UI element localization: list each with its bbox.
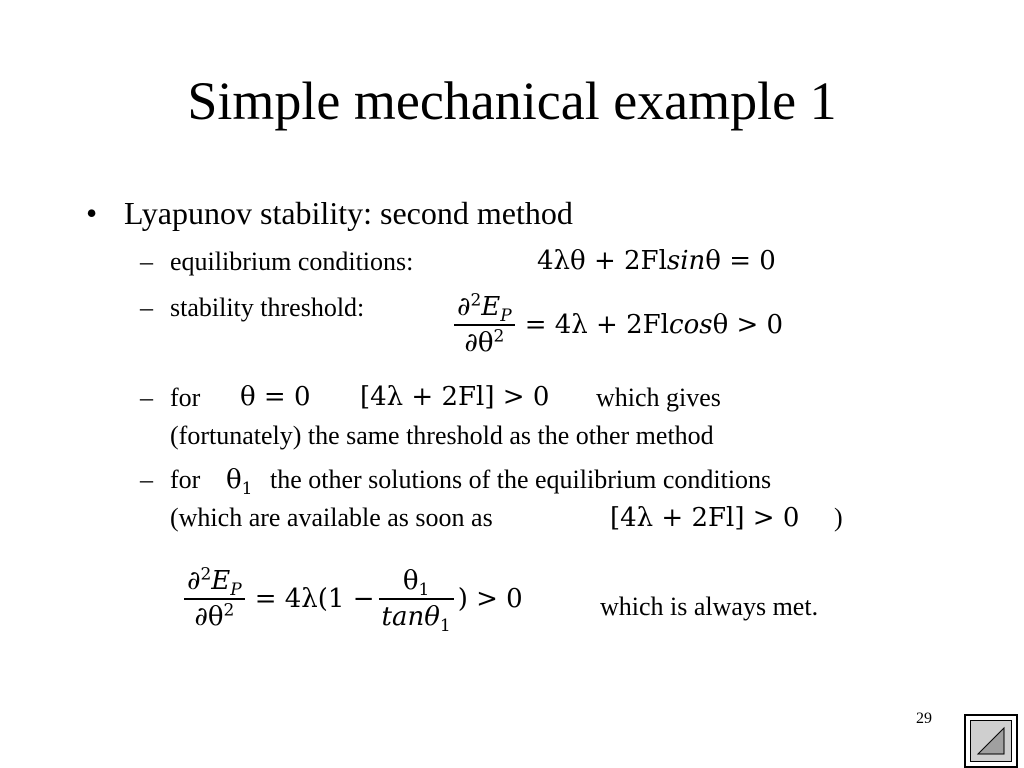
final-inner-denominator: tanθ$_1$ bbox=[381, 602, 451, 637]
sub-marker: – bbox=[140, 383, 153, 412]
same-threshold-text: (fortunately) the same threshold as the other method bbox=[170, 421, 714, 450]
stability-denominator: $\partial\theta^2$ bbox=[464, 326, 505, 358]
equilibrium-eq-rhs: = 0 bbox=[720, 246, 776, 276]
final-fraction bbox=[184, 564, 245, 634]
bullet-marker: • bbox=[86, 195, 98, 231]
left-triangle-icon bbox=[974, 724, 1008, 758]
equilibrium-eq-var: θ bbox=[705, 246, 721, 276]
slide-title: Simple mechanical example 1 bbox=[187, 71, 837, 131]
stability-equation bbox=[450, 290, 783, 360]
available-when-text: (which are available as soon as bbox=[170, 503, 493, 532]
available-condition: [4λ + 2Fl] > 0 bbox=[610, 503, 800, 533]
final-inner-numerator: $\theta_1$ bbox=[402, 566, 430, 601]
which-gives-text: which gives bbox=[596, 383, 721, 412]
final-denominator: $\partial\theta^2$ bbox=[194, 600, 235, 632]
for-label: for bbox=[170, 465, 201, 494]
stability-label: stability threshold: bbox=[170, 293, 365, 322]
stability-numerator: $\partial^2E_P$ bbox=[457, 290, 512, 327]
closing-paren: ) bbox=[834, 503, 843, 532]
final-numerator: $\partial^2E_P$ bbox=[187, 564, 242, 601]
always-met-text: which is always met. bbox=[600, 592, 819, 621]
equilibrium-label: equilibrium conditions: bbox=[170, 247, 414, 276]
equilibrium-eq-lhs: 4λθ + 2Fl bbox=[537, 246, 667, 276]
theta1-symbol: $\theta_1$ bbox=[226, 465, 253, 500]
sub-marker: – bbox=[140, 247, 153, 276]
previous-slide-button-inner bbox=[970, 720, 1012, 762]
equilibrium-equation bbox=[537, 244, 776, 278]
final-mid: = 4λ(1 − bbox=[254, 584, 375, 614]
final-equation bbox=[180, 564, 523, 637]
sub-marker: – bbox=[140, 293, 153, 322]
equilibrium-eq-fn: sin bbox=[666, 246, 706, 276]
final-tail: ) > 0 bbox=[457, 584, 523, 614]
theta-zero-expression: θ = 0 bbox=[240, 382, 311, 412]
stability-fraction bbox=[454, 290, 515, 360]
threshold-condition: [4λ + 2Fl] > 0 bbox=[360, 382, 550, 412]
other-solutions-text: the other solutions of the equilibrium conditions bbox=[270, 465, 772, 494]
stability-rhs: = 4λ + 2Flcosθ > 0 bbox=[524, 310, 784, 340]
for-label: for bbox=[170, 383, 201, 412]
previous-slide-button[interactable] bbox=[964, 714, 1018, 768]
page-number: 29 bbox=[916, 710, 932, 727]
final-inner-fraction bbox=[379, 564, 454, 637]
bullet-text: Lyapunov stability: second method bbox=[124, 195, 573, 231]
sub-marker: – bbox=[140, 465, 153, 494]
